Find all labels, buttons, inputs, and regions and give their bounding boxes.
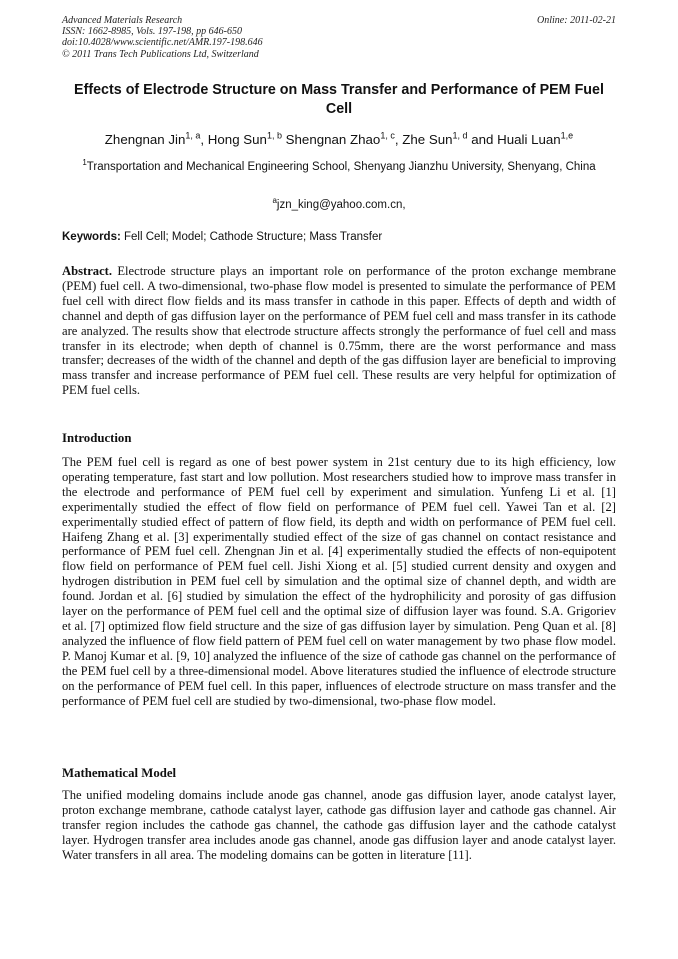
affiliation: $^1$Transportation and Mechanical Engineering School, Shenyang Jianzhu University, Shenyang, China xyxy=(82,158,596,173)
abstract-text: Electrode structure plays an important role on performance of the proton exchange membrane (PEM) fuel cell. A two-dimensional, two-phase flow model is presented to simulate the performance of PEM fuel cell with direct flow fields and its mass transfer in cathode in this paper. Effects of depth and width of channel and depth of gas diffusion layer on the performance of PEM fuel cell and mass transfer in its cathode are analyzed. The results show that electrode structure affects strongly the performance of fuel cell and mass transfer in its electrode; when depth of channel is 0.75mm, there are the worst performance and mass transfer; decreases of the width of the channel and depth of the gas diffusion layer are beneficial to improving mass transfer and increase performance of PEM fuel cell. These results are very helpful for optimization of PEM fuel cells. xyxy=(62,264,616,398)
author: Shengnan Zhao$^{1, c}$, xyxy=(285,131,403,148)
journal-header xyxy=(62,15,616,60)
author: Zhe Sun$^{1, d}$ and xyxy=(402,131,498,148)
keywords-text: Fell Cell; Model; Cathode Structure; Mass Transfer xyxy=(120,231,383,243)
keywords xyxy=(62,230,616,244)
journal-issn: ISSN: 1662-8985, Vols. 197-198, pp 646-650 xyxy=(62,26,242,38)
abstract xyxy=(62,264,616,398)
author: Hong Sun$^{1, b}$ xyxy=(207,131,282,148)
paper-title: Effects of Electrode Structure on Mass Transfer and Performance of PEM Fuel Cell xyxy=(74,82,604,117)
author: Huali Luan$^{1,e}$ xyxy=(497,131,574,148)
author-list xyxy=(62,127,616,149)
introduction-text: The PEM fuel cell is regard as one of best power system in 21st century due to its high efficiency, low operating temperature, fast start and low pollution. Most researchers studied how to improve mass transfer in the electrode and performance of PEM fuel cell by experiment and simulation. Yunfeng Li et al. [1] experimentally studied the effect of flow field on performance of PEM fuel cell. Yawei Tan et al. [2] experimentally studied effect of pattern of flow field, its depth and width on performance of PEM fuel cell. Haifeng Zhang et al. [3] experimentally studied effect of the size of gas channel on contact resistance and performance of PEM fuel cell. Zhengnan Jin et al. [4] experimentally studied the effects of non-equipotent flow field on performance of PEM fuel cell. Jishi Xiong et al. [5] studied current density and oxygen and hydrogen distribution in PEM fuel cell by simulation and the optimal size of channel depth, and width are found. Jordan et al. [6] studied by simulation the effect of the hydrophilicity and porosity of gas diffusion layer on the performance of PEM fuel cell and the optimal size of diffusion layer was found. S.A. Grigoriev et al. [7] optimized flow field structure and the size of gas diffusion layer by simulation. Peng Quan et al. [8] analyzed the influence of flow field pattern of PEM fuel cell on water management by two phase flow model. P. Manoj Kumar et al. [9, 10] analyzed the influence of the size of cathode gas channel on the performance of the PEM fuel cell by a three-dimensional model. Above literatures studied the influence of electrode structure on the performance of PEM fuel cell. In this paper, influences of electrode structure on mass transfer and the performance of PEM fuel cell are studied by two-dimensional, two-phase flow model. xyxy=(62,455,616,708)
section-heading-introduction: Introduction xyxy=(62,431,132,445)
author: Zhengnan Jin$^{1, a}$, xyxy=(104,131,208,148)
section-heading-model: Mathematical Model xyxy=(62,766,177,780)
journal-info xyxy=(62,15,263,60)
journal-copyright: © 2011 Trans Tech Publications Ltd, Switzerland xyxy=(62,48,259,60)
journal-name: Advanced Materials Research xyxy=(62,15,183,26)
author-email[interactable]: $^a$jzn_king@yahoo.com.cn, xyxy=(272,196,406,211)
journal-doi: doi:10.4028/www.scientific.net/AMR.197-198.646 xyxy=(62,37,263,49)
model-text: The unified modeling domains include anode gas channel, anode gas diffusion layer, anode catalyst layer, proton exchange membrane, cathode catalyst layer, cathode gas diffusion layer and cathode gas channel. Air transfer region includes the cathode gas channel, the cathode gas diffusion layer and the cathode catalyst layer. Hydrogen transfer area includes anode gas channel, anode gas diffusion layer and anode catalyst layer. Water transfers in all area. The modeling domains can be gotten in literature [11]. xyxy=(62,788,616,862)
keywords-label: Keywords: xyxy=(62,231,121,243)
abstract-label: Abstract. xyxy=(62,264,113,278)
online-date: Online: 2011-02-21 xyxy=(537,15,616,26)
